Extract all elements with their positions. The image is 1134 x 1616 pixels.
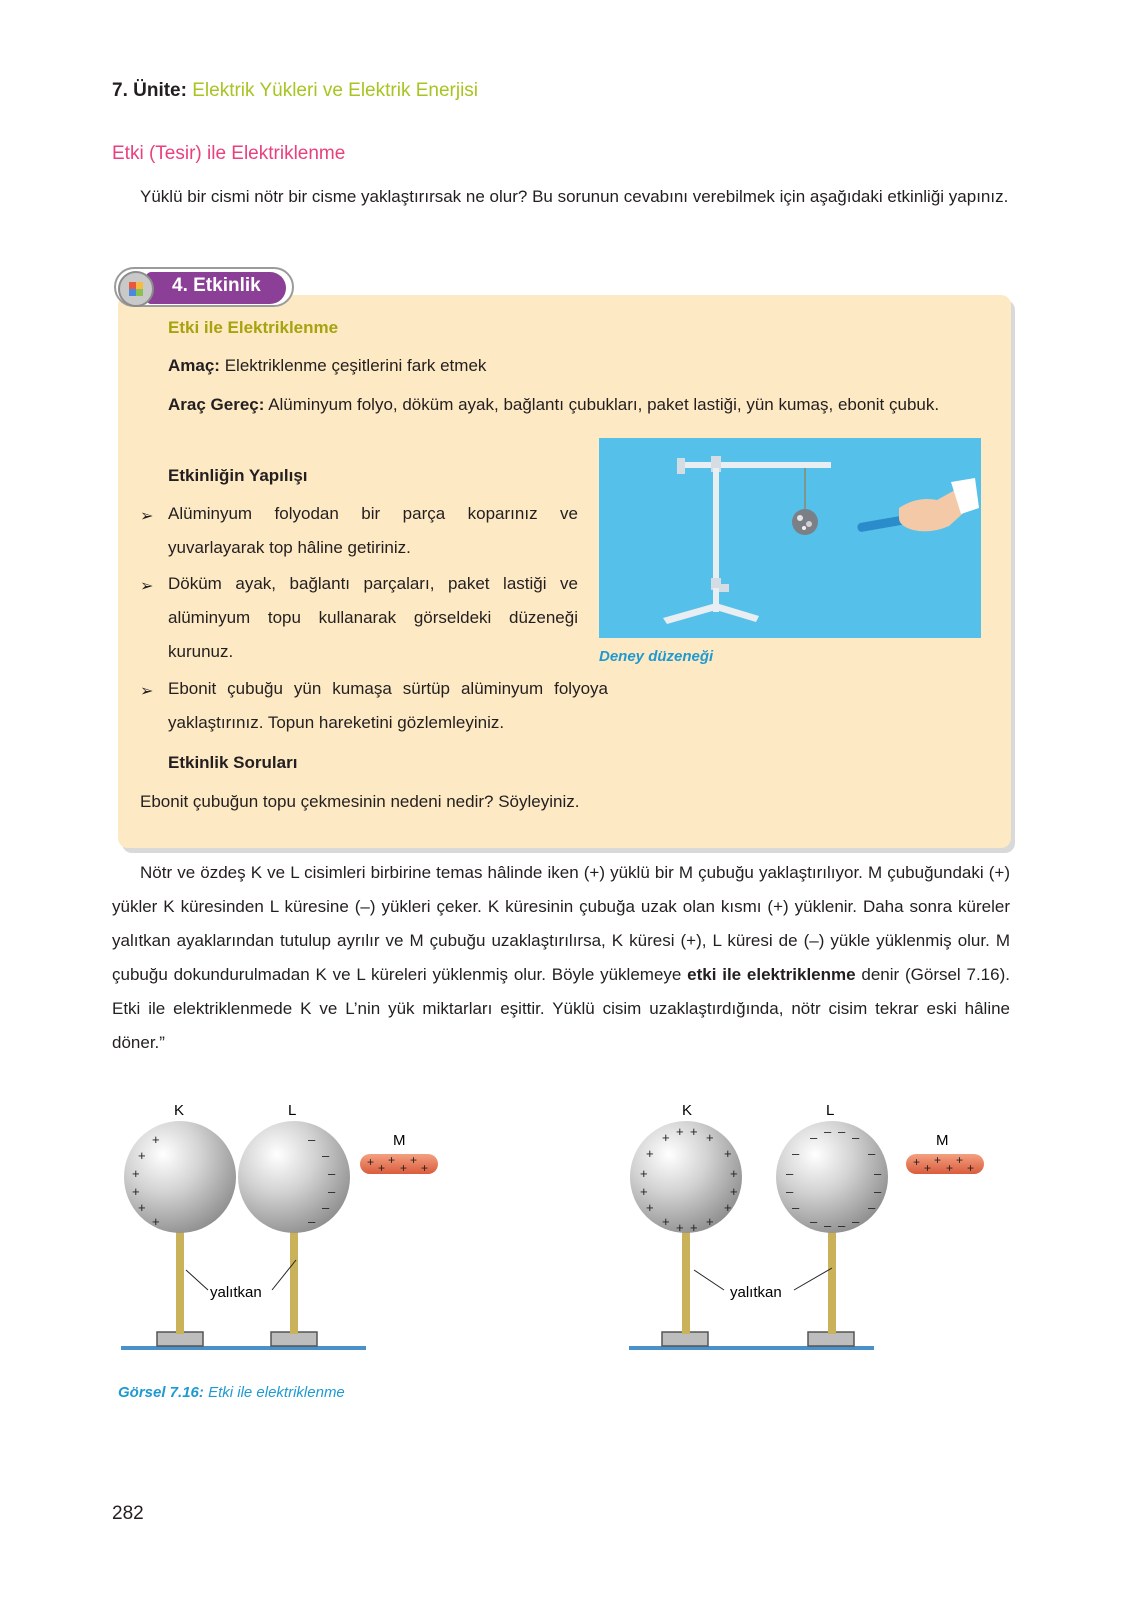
svg-text:–: – <box>874 1166 882 1181</box>
svg-text:+: + <box>706 1214 714 1229</box>
svg-text:+: + <box>967 1161 975 1175</box>
svg-text:+: + <box>138 1148 146 1163</box>
experiment-illustration <box>599 438 981 638</box>
intro-text: Yüklü bir cismi nötr bir cisme yaklaştırırsak ne olur? Bu sorunun cevabını verebilmek için aşağıdaki etkinliği yapınız. <box>140 187 1009 206</box>
insulator-label-left: yalıtkan <box>210 1284 262 1301</box>
svg-text:–: – <box>328 1166 336 1181</box>
svg-text:–: – <box>322 1148 330 1163</box>
svg-text:+: + <box>690 1124 698 1139</box>
svg-text:+: + <box>956 1153 964 1167</box>
svg-text:+: + <box>924 1161 932 1175</box>
svg-text:+: + <box>662 1130 670 1145</box>
svg-text:+: + <box>730 1184 738 1199</box>
svg-text:+: + <box>132 1184 140 1199</box>
step-3-arrow-icon: ➢ <box>140 683 154 700</box>
body-text-2: denir (Görsel 7.16). Etki ile elektriklenmede K ve L’nin yük miktarları eşittir. Yüklü cisim uzaklaştırdığında, nötr cisim tekrar eski hâline döner.” <box>112 965 1010 1052</box>
svg-text:–: – <box>786 1184 794 1199</box>
step-3: Ebonit çubuğu yün kumaşa sürtüp alüminyum folyoya yaklaştırınız. Topun hareketini gözlemleyiniz. <box>168 679 608 732</box>
label-l-right: L <box>826 1102 835 1119</box>
svg-text:–: – <box>868 1146 876 1161</box>
unit-title: Elektrik Yükleri ve Elektrik Enerjisi <box>192 80 479 101</box>
label-k-left: K <box>174 1102 185 1119</box>
svg-text:–: – <box>852 1130 860 1145</box>
tools-line <box>140 388 980 422</box>
svg-text:–: – <box>322 1200 330 1215</box>
svg-text:+: + <box>388 1153 396 1167</box>
svg-text:–: – <box>838 1218 846 1233</box>
activity-title: Etki ile Elektriklenme <box>168 318 339 337</box>
body-paragraph <box>112 856 1010 1060</box>
figure-electrification <box>110 1100 1010 1400</box>
insulator-label-right: yalıtkan <box>730 1284 782 1301</box>
svg-text:–: – <box>810 1214 818 1229</box>
svg-text:–: – <box>824 1124 832 1139</box>
label-k-right: K <box>682 1102 693 1119</box>
figure-caption <box>118 1384 345 1401</box>
svg-text:–: – <box>824 1218 832 1233</box>
svg-text:+: + <box>132 1166 140 1181</box>
aim-label: Amaç: <box>168 356 220 375</box>
svg-text:–: – <box>874 1184 882 1199</box>
label-l-left: L <box>288 1102 297 1119</box>
svg-text:+: + <box>400 1161 408 1175</box>
svg-text:+: + <box>913 1155 921 1169</box>
svg-text:+: + <box>646 1200 654 1215</box>
label-m-right: M <box>936 1132 949 1149</box>
figure-caption-text: Etki ile elektriklenme <box>208 1384 345 1401</box>
photo-caption: Deney düzeneği <box>599 648 714 665</box>
activity-icon <box>118 271 154 307</box>
svg-text:+: + <box>730 1166 738 1181</box>
tools-text: Alüminyum folyo, döküm ayak, bağlantı çubukları, paket lastiği, yün kumaş, ebonit çubuk. <box>268 395 940 414</box>
svg-text:–: – <box>308 1214 316 1229</box>
procedure-title: Etkinliğin Yapılışı <box>168 466 308 485</box>
diagram-right <box>629 1121 984 1350</box>
experiment-photo <box>599 438 981 638</box>
step-2-arrow-icon: ➢ <box>140 578 154 595</box>
question-text: Ebonit çubuğun topu çekmesinin nedeni nedir? Söyleyiniz. <box>140 792 580 811</box>
svg-text:+: + <box>640 1184 648 1199</box>
page-number: 282 <box>112 1503 144 1524</box>
body-text-1: Nötr ve özdeş K ve L cisimleri birbirine temas hâlinde iken (+) yüklü bir M çubuğu yaklaştırılıyor. M çubuğundaki (+) yükler K küresinden L küresine (–) yükleri çeker. K küresinin çubuğa uzak olan kısmı (+) yüklenir. Daha sonra küreler yalıtkan ayaklarından tutulup ayrılır ve M çubuğu uzaklaştırılırsa, K küresi (+), L küresi de (–) yükle yüklenmiş olur. M çubuğu dokundurulmadan K ve L küreleri yüklenmiş olur. Böyle yüklemeye <box>112 863 1010 984</box>
section-title: Etki (Tesir) ile Elektriklenme <box>112 143 346 164</box>
svg-text:+: + <box>152 1214 160 1229</box>
svg-text:+: + <box>138 1200 146 1215</box>
intro-paragraph <box>112 180 1010 214</box>
svg-text:+: + <box>676 1220 684 1235</box>
svg-text:+: + <box>152 1132 160 1147</box>
tools-label: Araç Gereç: <box>168 395 265 414</box>
unit-prefix: 7. Ünite: <box>112 80 187 101</box>
svg-text:+: + <box>378 1161 386 1175</box>
svg-text:+: + <box>690 1220 698 1235</box>
svg-text:–: – <box>308 1132 316 1147</box>
aim-line <box>168 356 486 376</box>
svg-text:+: + <box>724 1200 732 1215</box>
step-2: Döküm ayak, bağlantı parçaları, paket lastiği ve alüminyum topu kullanarak görseldeki düzeneği kurunuz. <box>168 574 578 661</box>
body-bold-term: etki ile elektriklenme <box>687 965 856 984</box>
svg-text:+: + <box>421 1161 429 1175</box>
svg-text:+: + <box>640 1166 648 1181</box>
svg-text:+: + <box>676 1124 684 1139</box>
label-m-left: M <box>393 1132 406 1149</box>
step-1-arrow-icon: ➢ <box>140 508 154 525</box>
svg-text:+: + <box>367 1155 375 1169</box>
svg-text:–: – <box>786 1166 794 1181</box>
svg-text:–: – <box>810 1130 818 1145</box>
svg-text:+: + <box>646 1146 654 1161</box>
diagram-left <box>121 1121 438 1350</box>
svg-text:+: + <box>410 1153 418 1167</box>
sphere-k-left <box>124 1121 236 1233</box>
figure-caption-label: Görsel 7.16: <box>118 1384 204 1401</box>
unit-header <box>112 80 478 102</box>
svg-text:+: + <box>946 1161 954 1175</box>
svg-text:–: – <box>792 1200 800 1215</box>
step-1: Alüminyum folyodan bir parça koparınız ve yuvarlayarak top hâline getiriniz. <box>168 504 578 557</box>
svg-text:–: – <box>838 1124 846 1139</box>
svg-text:+: + <box>662 1214 670 1229</box>
aim-text: Elektriklenme çeşitlerini fark etmek <box>224 356 487 375</box>
svg-text:+: + <box>934 1153 942 1167</box>
svg-text:–: – <box>852 1214 860 1229</box>
svg-text:–: – <box>868 1200 876 1215</box>
questions-title: Etkinlik Soruları <box>168 753 298 772</box>
svg-text:+: + <box>706 1130 714 1145</box>
activity-badge-label: 4. Etkinlik <box>172 275 261 296</box>
svg-text:–: – <box>328 1184 336 1199</box>
svg-text:+: + <box>724 1146 732 1161</box>
svg-text:–: – <box>792 1146 800 1161</box>
